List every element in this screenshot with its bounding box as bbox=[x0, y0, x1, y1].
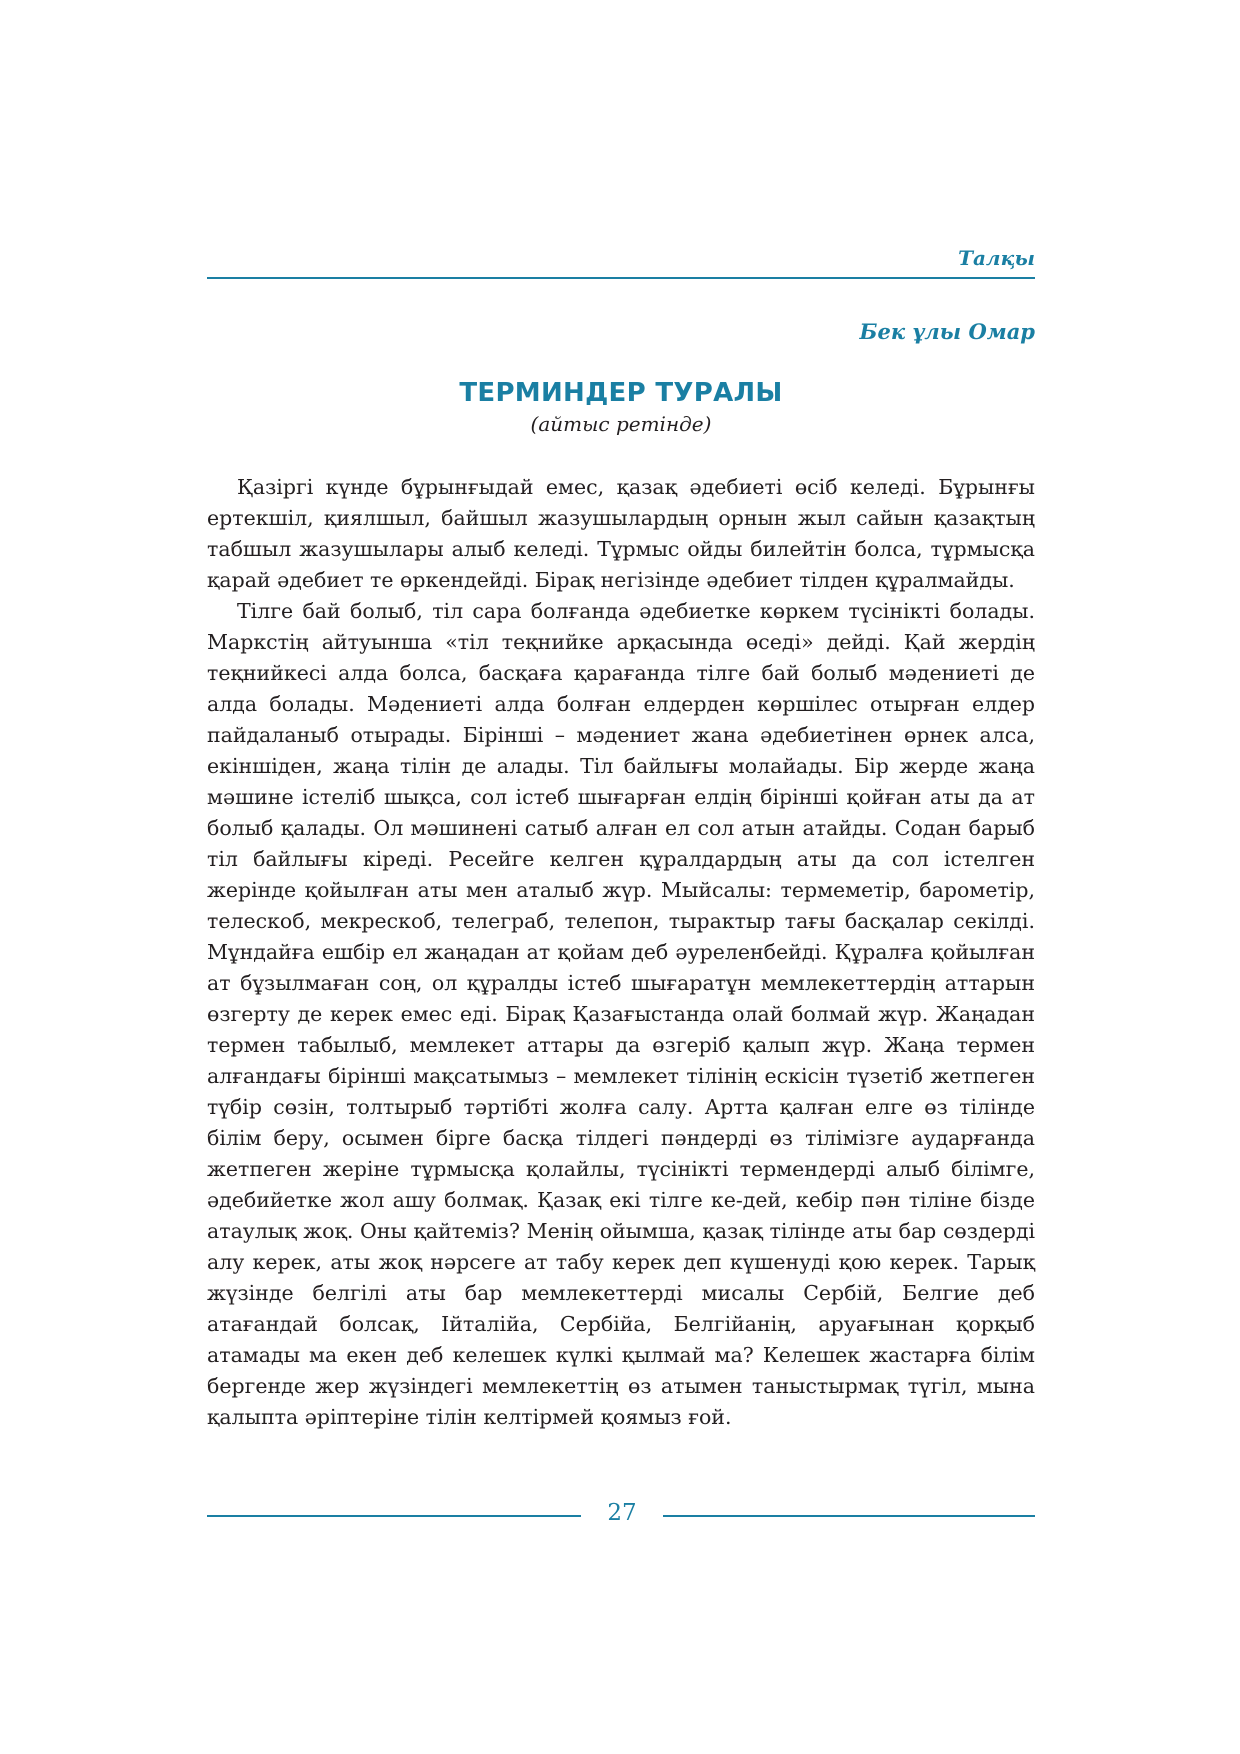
section-title: Талқы bbox=[958, 246, 1035, 270]
article-body bbox=[207, 472, 1035, 1433]
body-paragraph: Тілге бай болыб, тіл сара болғанда әдебиетке көркем түсінікті болады. Маркстің айтуынша «тіл теқнийке арқасында өседі» дейді. Қай жердің теқнийкесі алда болса, басқаға қарағанда тілге бай болыб мәдениеті де алда болады. Мәдениеті алда болған елдерден көршілес отырған елдер пайдаланыб отырады. Бірінші – мәдениет жана әдебиетінен өрнек алса, екіншіден, жаңа тілін де алады. Тіл байлығы молайады. Бір жерде жаңа мәшине істеліб шықса, сол істеб шығарған елдің бірінші қойған аты да ат болыб қалады. Ол мәшиненi сатыб алған ел сол атын атайды. Содан барыб тіл байлығы кіреді. Ресейге келген құралдардың аты да сол істелген жерінде қойылған аты мен аталыб жүр. Мыйсалы: термеметір, барометір, телескоб, мекрескоб, телеграб, телепон, тырактыр тағы басқалар секілді. Мұндайға ешбір ел жаңадан ат қойам деб әуреленбейді. Құралға қойылған ат бұзылмаған соң, ол құралды істеб шығаратұн мемлекеттердің аттарын өзгерту де керек емес еді. Бірақ Қазағыстанда олай болмай жүр. Жаңадан термен табылыб, мемлекет аттары да өзгеріб қалып жүр. Жаңа термен алғандағы бірінші мақсатымыз – мемлекет тілінің ескісін түзетіб жетпеген түбір сөзін, толтырыб тәртібті жолға салу. Артта қалған елге өз тілінде білім беру, осымен бірге басқа тілдегі пәндерді өз тілімізге аударғанда жетпеген жеріне тұрмысқа қолайлы, түсінікті термендерді алыб білімге, әдебийетке жол ашу болмақ. Қазақ екі тілге ке-дей, кебір пән тіліне бізде атаулық жоқ. Оны қайтеміз? Менің ойымша, қазақ тілінде аты бар сөздерді алу керек, аты жоқ нәрсеге ат табу керек деп күшенуді қою керек. Тарық жүзінде белгілі аты бар мемлекеттерді мисалы Сербій, Белгие деб атағандай болсақ, Ійталійа, Сербійа, Белгійанің, аруағынан қорқыб атамады ма екен деб келешек күлкі қылмай ма? Келешек жастарға білім бергенде жер жүзіндегі мемлекеттің өз атымен таныстырмақ түгіл, мына қалыпта әріптеріне тілін келтірмей қоямыз ғой. bbox=[207, 599, 1035, 1429]
footer-divider-right bbox=[663, 1515, 1035, 1517]
footer-divider-left bbox=[207, 1515, 581, 1517]
author-name: Бек ұлы Омар bbox=[859, 319, 1035, 344]
header-divider bbox=[207, 277, 1035, 279]
page-number: 27 bbox=[607, 1500, 637, 1526]
body-paragraph: Қазіргі күнде бұрынғыдай емес, қазақ әдебиеті өсіб келеді. Бұрынғы ертекшіл, қиялшыл, байшыл жазушылардың орнын жыл сайын қазақтың табшыл жазушылары алыб келеді. Тұрмыс ойды билейтін болса, тұрмысқа қарай әдебиет те өркендейді. Бірақ негізінде әдебиет тілден құралмайды. bbox=[207, 475, 1035, 592]
article-subtitle: (айтыс ретінде) bbox=[530, 412, 712, 436]
article-title: ТЕРМИНДЕР ТУРАЛЫ bbox=[459, 378, 783, 408]
